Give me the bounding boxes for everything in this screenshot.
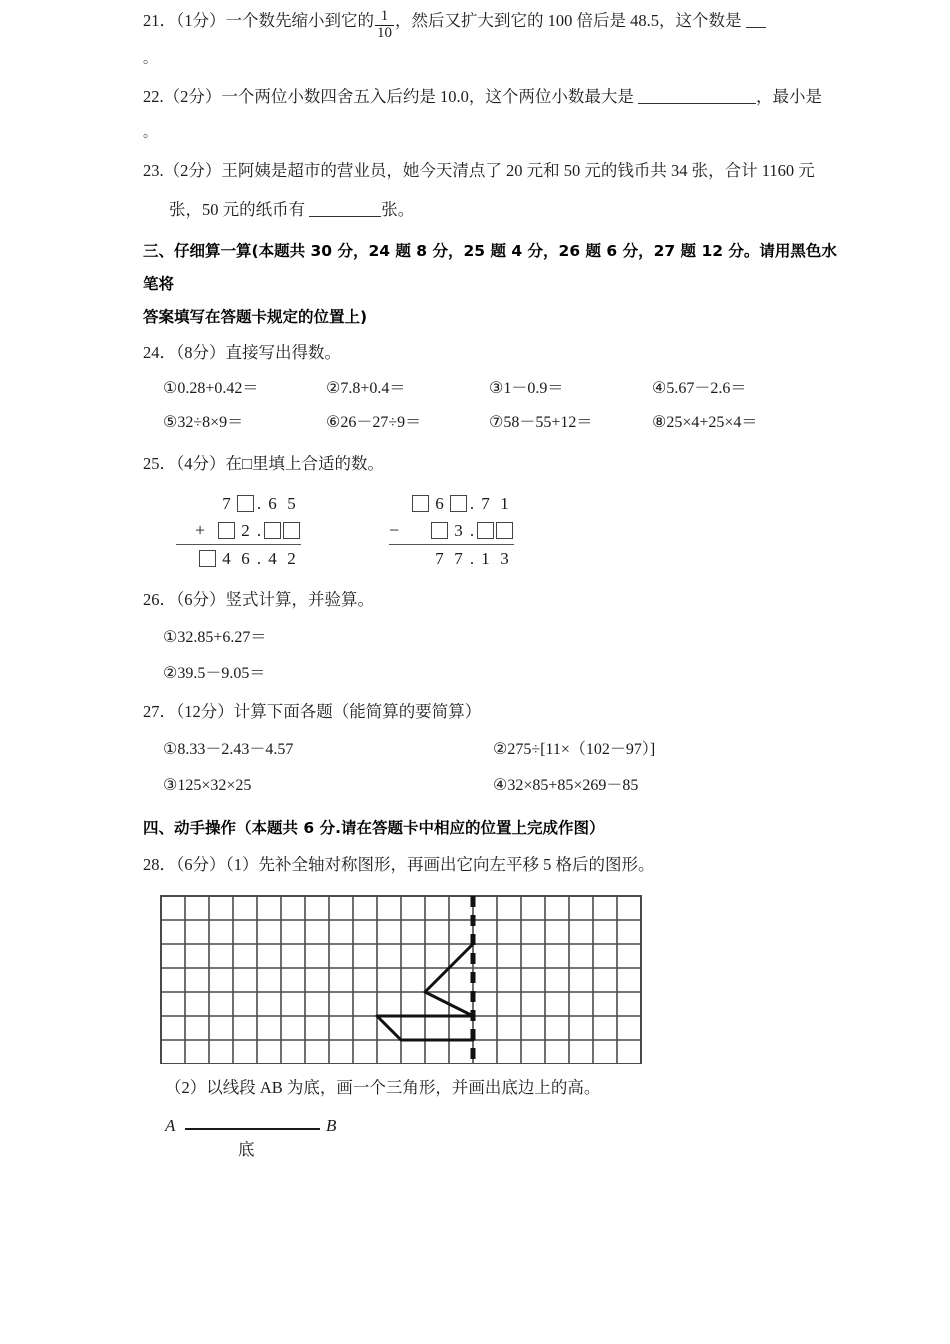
q23-text-c: 张。 [381,199,415,219]
question-28-part2 [143,1068,843,1108]
q27-row-2 [143,768,843,804]
q27-item-3: ③125×32×25 [163,776,252,794]
point-b-label: B [326,1115,337,1135]
q26-prompt: 竖式计算，并验算。 [225,589,374,609]
q21-number: 21． [143,11,176,30]
q25-left-box1[interactable] [236,495,255,512]
q25-right-r2: 7 [454,548,463,568]
q25-right-operator: − [389,519,400,540]
q26-item-1: ①32.85+6.27＝ [163,628,267,646]
section-three-heading [143,235,843,301]
question-24 [143,334,843,372]
q24-item-1: ①0.28+0.42＝ [163,379,259,397]
q25-left-row1 [176,490,301,517]
q27-number: 27． [143,701,176,721]
q24-item-2: ②7.8+0.4＝ [326,379,406,397]
q26-item-2: ②39.5－9.05＝ [163,664,266,682]
q28-part2-text: （2）以线段 AB 为底，画一个三角形，并画出底边上的高。 [165,1077,601,1097]
q25-left-d2: 6 [268,493,277,513]
q25-left-dot2: . [256,520,262,540]
q25-right-box2[interactable] [449,495,468,512]
q24-number: 24． [143,342,176,362]
question-26 [143,580,843,620]
q25-left-box3[interactable] [263,522,282,539]
q25-left-r2: 6 [241,548,250,568]
q25-left-box2[interactable] [217,522,236,539]
q25-right-dot1: . [469,493,475,513]
q21-text-c: 。 [143,51,157,67]
question-25 [143,444,843,484]
q27-row-1 [143,732,843,768]
q24-item-3: ③1－0.9＝ [489,379,564,397]
q24-item-6: ⑥26－27÷9＝ [326,413,422,431]
q21-score: （1分） [176,11,226,30]
q25-right-d4: 3 [454,520,463,540]
q25-left-d4: 2 [241,520,250,540]
q27-score: （12分） [176,701,234,721]
question-22-cont [143,117,843,151]
q27-item-1: ①8.33－2.43－4.57 [163,740,294,758]
question-22 [143,77,843,117]
page-content [143,0,843,1176]
q25-number: 25． [143,453,176,473]
q23-text-b: 张，50 元的纸币有 [169,199,306,219]
question-28 [143,845,843,885]
q25-left-d1: 7 [222,493,231,513]
q25-left-r4: 2 [287,548,296,568]
q25-left-dot1: . [256,493,262,513]
q26-score: （6分） [176,589,226,609]
q21-answer-blank[interactable] [746,15,766,28]
q22-text-a: 一个两位小数四舍五入后约是 10.0，这个两位小数最大是 [221,86,634,106]
section-three-line1: 三、仔细算一算(本题共 30 分，24 题 8 分，25 题 4 分，26 题 6 分，27 题 12 分。请用黑色水笔将 [143,241,837,293]
q24-prompt: 直接写出得数。 [225,342,341,362]
q24-row-1 [143,372,843,406]
q22-text-c: 。 [143,125,157,141]
q25-right-problem [389,490,514,572]
q25-right-r1: 7 [435,548,444,568]
q24-row-2 [143,406,843,440]
q25-left-result [176,544,301,572]
q22-number: 22. [143,86,164,106]
q25-left-dot3: . [256,548,262,568]
q25-right-r4: 3 [500,548,509,568]
q25-score: （4分） [176,453,226,473]
section-four-text: 四、动手操作（本题共 6 分.请在答题卡中相应的位置上完成作图） [143,818,605,837]
q27-prompt: 计算下面各题（能简算的要简算） [233,701,482,721]
q25-left-d3: 5 [287,493,296,513]
segment-ab-line [185,1128,320,1130]
q24-item-8: ⑧25×4+25×4＝ [652,413,758,431]
q23-answer-blank[interactable] [309,202,381,217]
q25-right-dot2: . [469,520,475,540]
fraction-denominator: 10 [377,25,392,41]
question-27 [143,692,843,732]
q25-right-box1[interactable] [411,495,430,512]
q25-right-r3: 1 [481,548,490,568]
q25-right-d3: 1 [500,493,509,513]
q25-left-r3: 4 [268,548,277,568]
q25-right-d1: 6 [435,493,444,513]
point-a-label: A [165,1115,176,1135]
q22-score: （2分） [163,86,222,106]
q22-answer-blank-max[interactable] [638,89,756,104]
q25-right-box4[interactable] [476,522,495,539]
q21-text-a: 一个数先缩小到它的 [225,11,374,30]
base-label: 底 [238,1139,255,1159]
q25-right-result [389,544,514,572]
question-21-cont [143,43,843,77]
q23-text-a: 王阿姨是超市的营业员，她今天清点了 20 元和 50 元的钱币共 34 张，合计 1160 元 [221,160,815,180]
q25-right-row1 [389,490,514,517]
fraction-numerator: 1 [375,9,394,26]
q25-left-r1: 4 [222,548,231,568]
q25-left-operator: + [195,519,206,540]
q25-right-dot3: . [469,548,475,568]
q25-left-box4[interactable] [282,522,301,539]
q26-number: 26． [143,589,176,609]
q24-score: （8分） [176,342,226,362]
q23-score: （2分） [163,160,222,180]
q25-left-box5[interactable] [198,550,217,567]
q24-item-7: ⑦58－55+12＝ [489,413,593,431]
q21-text-b: ，然后又扩大到它的 100 倍后是 48.5，这个数是 [395,11,742,30]
q27-item-2: ②275÷[11×（102－97）] [493,740,656,758]
segment-ab-figure [143,1114,843,1176]
q25-right-d2: 7 [481,493,490,513]
q25-right-box3[interactable] [430,522,449,539]
symmetry-grid-figure [160,895,646,1064]
q25-prompt: 在□里填上合适的数。 [225,453,384,473]
q25-left-row2 [176,517,301,544]
q25-vertical-problems [143,490,843,572]
q27-item-4: ④32×85+85×269－85 [493,776,639,794]
section-four-heading [143,812,843,845]
question-23-cont [143,191,843,229]
q28-number: 28． [143,854,176,874]
q23-number: 23. [143,160,164,180]
q25-right-row2 [389,517,514,544]
section-three-line2: 答案填写在答题卡规定的位置上) [143,307,368,326]
q25-left-problem [176,490,301,572]
q28-part1: （1）先补全轴对称图形，再画出它向左平移 5 格后的图形。 [225,854,655,874]
question-21 [143,0,843,43]
q24-item-5: ⑤32÷8×9＝ [163,413,244,431]
q24-item-4: ④5.67－2.6＝ [652,379,747,397]
q25-right-box5[interactable] [495,522,514,539]
q28-score: （6分） [176,854,226,874]
fraction-one-tenth [375,9,394,42]
question-23 [143,151,843,191]
q22-text-b: ，最小是 [756,86,822,106]
section-three-heading-line2 [143,301,843,334]
